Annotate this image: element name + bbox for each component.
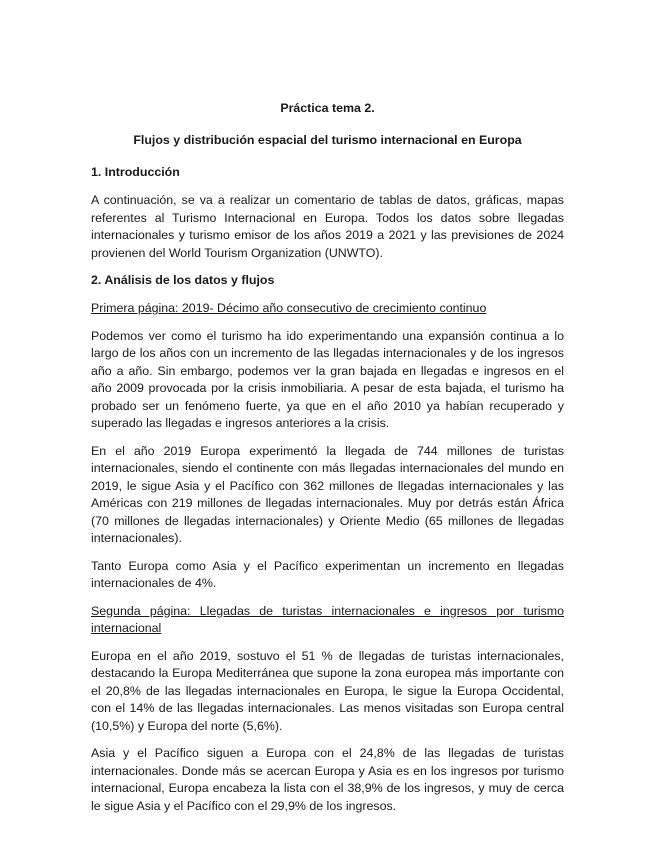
subheading-segunda-pagina: Segunda página: Llegadas de turistas internacionales e ingresos por turismo internacional	[91, 603, 564, 635]
paragraph-europa-2019: Europa en el año 2019, sostuvo el 51 % de llegadas de turistas internacionales, destacando la Europa Mediterránea que supone la zona europea más importante con el 20,8% de las llegadas internacionales en Europa, le sigue la Europa Occidental, con el 14% de las llegadas internacionales. Las menos visitadas son Europa central (10,5%) y Europa del norte (5,6%).	[91, 648, 564, 733]
section-heading-introduccion: 1. Introducción	[91, 165, 180, 179]
document-title: Práctica tema 2.	[280, 101, 375, 115]
document-page	[91, 100, 564, 823]
paragraph-incremento: Tanto Europa como Asia y el Pacífico experimentan un incremento en llegadas internacionales de 4%.	[91, 558, 564, 590]
section-heading-analisis: 2. Análisis de los datos y flujos	[91, 273, 275, 287]
paragraph-crecimiento: Podemos ver como el turismo ha ido experimentando una expansión continua a lo largo de los años con un incremento de las llegadas internacionales y de los ingresos año a año. Sin embargo, podemos ver la gran bajada en llegadas e ingresos en el año 2009 provocada por la crisis inmobiliaria. A pesar de esta bajada, el turismo ha probado ser un fenómeno fuerte, ya que en el año 2010 ya habían recuperado y superado las llegadas e ingresos anteriores a la crisis.	[91, 328, 564, 430]
paragraph-llegadas-2019: En el año 2019 Europa experimentó la llegada de 744 millones de turistas internacionales, siendo el continente con más llegadas internacionales del mundo en 2019, le sigue Asia y el Pacífico con 362 millones de llegadas internacionales y las Américas con 219 millones de llegadas internacionales. Muy por detrás están África (70 millones de llegadas internacionales) y Oriente Medio (65 millones de llegadas internacionales).	[91, 443, 564, 545]
intro-paragraph: A continuación, se va a realizar un comentario de tablas de datos, gráficas, mapas referentes al Turismo Internacional en Europa. Todos los datos sobre llegadas internacionales y turismo emisor de los años 2019 a 2021 y las previsiones de 2024 provienen del World Tourism Organization (UNWTO).	[91, 193, 564, 260]
document-subtitle: Flujos y distribución espacial del turismo internacional en Europa	[133, 133, 522, 147]
paragraph-asia-pacifico: Asia y el Pacífico siguen a Europa con el 24,8% de las llegadas de turistas internacionales. Donde más se acercan Europa y Asia es en los ingresos por turismo internacional, Europa encabeza la lista con el 38,9% de los ingresos, y muy de cerca le sigue Asia y el Pacífico con el 29,9% de los ingresos.	[91, 746, 564, 813]
subheading-primera-pagina: Primera página: 2019- Décimo año consecutivo de crecimiento continuo	[91, 301, 487, 315]
